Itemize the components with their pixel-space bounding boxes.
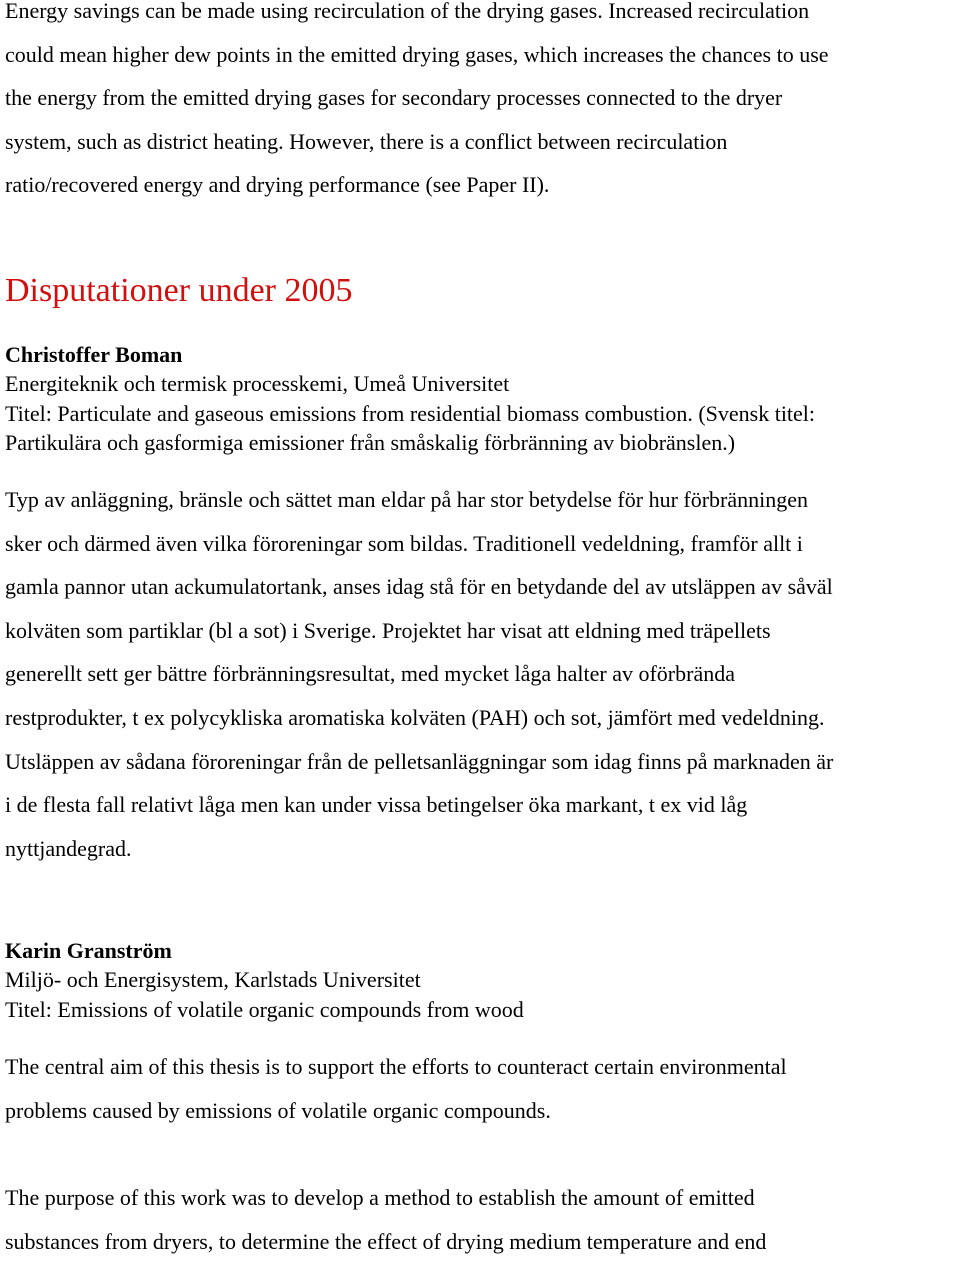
intro-line: Energy savings can be made using recirculation of the drying gases. Increased recirculation <box>5 0 810 23</box>
thesis-title-line: Partikulära och gasformiga emissioner från småskalig förbränning av biobränslen.) <box>5 429 736 455</box>
thesis-title-line: Titel: Particulate and gaseous emissions from residential biomass combustion. (Svensk titel: <box>5 400 816 426</box>
abstract-line: sker och därmed även vilka föroreningar som bildas. Traditionell vedeldning, framför allt i <box>5 530 803 556</box>
author-affiliation: Miljö- och Energisystem, Karlstads Universitet <box>5 967 421 993</box>
thesis-title-line: Titel: Emissions of volatile organic compounds from wood <box>5 996 524 1022</box>
abstract-line: problems caused by emissions of volatile organic compounds. <box>5 1097 551 1123</box>
thesis-entry-boman <box>5 340 815 457</box>
thesis-purpose-granstrom <box>5 1176 766 1263</box>
intro-line: the energy from the emitted drying gases for secondary processes connected to the dryer <box>5 85 783 111</box>
section-heading: Disputationer under 2005 <box>5 272 353 309</box>
purpose-line: The purpose of this work was to develop a method to establish the amount of emitted <box>5 1185 755 1210</box>
abstract-line: kolväten som partiklar (bl a sot) i Sverige. Projektet har visat att eldning med träpellets <box>5 617 771 643</box>
purpose-line: substances from dryers, to determine the effect of drying medium temperature and end <box>5 1228 767 1254</box>
author-name: Karin Granström <box>5 938 172 963</box>
abstract-line: The central aim of this thesis is to support the efforts to counteract certain environmental <box>5 1054 787 1079</box>
thesis-abstract-boman <box>5 478 833 870</box>
abstract-line: Typ av anläggning, bränsle och sättet man eldar på har stor betydelse för hur förbränningen <box>5 487 809 512</box>
abstract-line: gamla pannor utan ackumulatortank, anses idag stå för en betydande del av utsläppen av såväl <box>5 574 833 600</box>
intro-line: ratio/recovered energy and drying performance (see Paper II). <box>5 172 550 198</box>
intro-paragraph <box>5 0 829 207</box>
author-name: Christoffer Boman <box>5 342 183 367</box>
author-affiliation: Energiteknik och termisk processkemi, Umeå Universitet <box>5 371 510 397</box>
abstract-line: generellt sett ger bättre förbränningsresultat, med mycket låga halter av oförbrända <box>5 661 735 687</box>
abstract-line: restprodukter, t ex polycykliska aromatiska kolväten (PAH) och sot, jämfört med vedeldning. <box>5 704 825 730</box>
abstract-line: nyttjandegrad. <box>5 835 132 861</box>
intro-line: system, such as district heating. However, there is a conflict between recirculation <box>5 128 728 154</box>
thesis-entry-granstrom <box>5 936 524 1024</box>
intro-line: could mean higher dew points in the emitted drying gases, which increases the chances to use <box>5 41 829 67</box>
abstract-line: Utsläppen av sådana föroreningar från de pelletsanläggningar som idag finns på marknaden är <box>5 748 834 774</box>
thesis-abstract-granstrom <box>5 1045 787 1132</box>
abstract-line: i de flesta fall relativt låga men kan under vissa betingelser öka markant, t ex vid låg <box>5 792 748 818</box>
